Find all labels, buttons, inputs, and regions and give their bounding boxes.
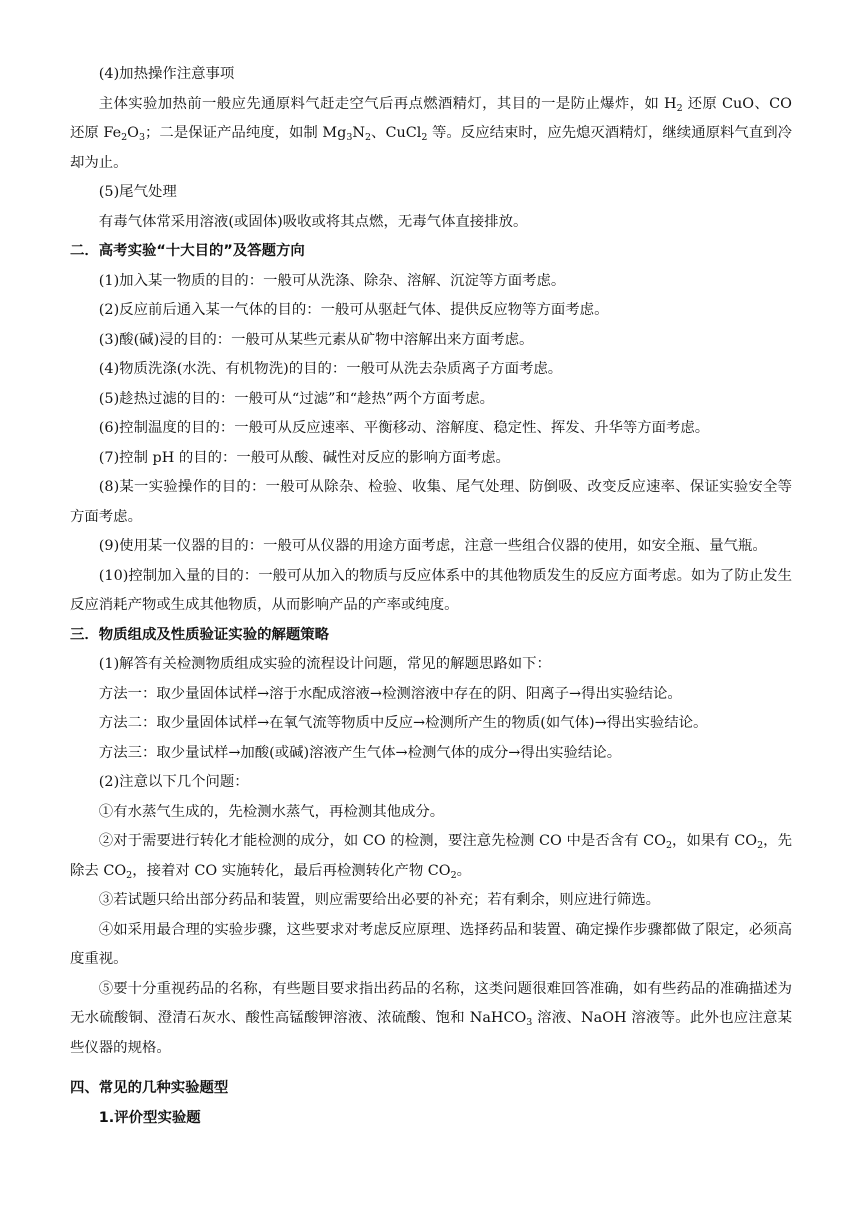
- paragraph-heating-notes: 主体实验加热前一般应先通原料气赶走空气后再点燃酒精灯，其目的一是防止爆炸，如 $H_2$ 还原 CuO、CO 还原 $Fe_2O_3$；二是保证产品纯度，如制 $Mg_3N_2$、CuCl$_2$ 等。反应结束时，应先熄灭酒精灯，继续通原料气直到冷却为止。: [70, 95, 792, 171]
- list-item: (2)反应前后通入某一气体的目的：一般可从驱赶气体、提供反应物等方面考虑。: [98, 302, 609, 318]
- note-item: ③若试题只给出部分药品和装置，则应需要给出必要的补充；若有剩余，则应进行筛选。: [98, 892, 661, 908]
- list-item: (1)解答有关检测物质组成实验的流程设计问题，常见的解题思路如下：: [98, 656, 551, 672]
- list-item: (5)趁热过滤的目的：一般可从“过滤”和“趁热”两个方面考虑。: [98, 390, 494, 407]
- note-item: ⑤要十分重视药品的名称，有些题目要求指出药品的名称，这类问题很难回答准确，如有些药品的准确描述为无水硫酸铜、澄清石灰水、酸性高锰酸钾溶液、浓硫酸、饱和 NaHCO$_3$ 溶液、NaOH 溶液等。此外也应注意某些仪器的规格。: [70, 980, 793, 1056]
- note-item: ①有水蒸气生成的，先检测水蒸气，再检测其他成分。: [98, 803, 445, 820]
- list-item: (10)控制加入量的目的：一般可从加入的物质与反应体系中的其他物质发生的反应方面考虑。如为了防止发生反应消耗产物或生成其他物质，从而影响产品的产率或纯度。: [70, 567, 792, 613]
- list-item: (1)加入某一物质的目的：一般可从洗涤、除杂、溶解、沉淀等方面考虑。: [98, 272, 566, 289]
- note-item: ②对于需要进行转化才能检测的成分，如 CO 的检测，要注意先检测 CO 中是否含有 $CO_2$，如果有 $CO_2$，先除去 $CO_2$，接着对 CO 实施转化，最后再检测转化产物 $CO_2$。: [70, 833, 792, 881]
- section-heading-strategy: 三．物质组成及性质验证实验的解题策略: [70, 626, 330, 643]
- method-item: 方法二：取少量固体试样→在氧气流等物质中反应→检测所产生的物质(如气体)→得出实验结论。: [98, 715, 708, 731]
- section-heading-ten-purposes: 二．高考实验“十大目的”及答题方向: [70, 243, 305, 259]
- list-item: (7)控制 pH 的目的：一般可从酸、碱性对反应的影响方面考虑。: [98, 449, 510, 466]
- method-item: 方法一：取少量固体试样→溶于水配成溶液→检测溶液中存在的阴、阳离子→得出实验结论。: [98, 685, 682, 702]
- list-item: (8)某一实验操作的目的：一般可从除杂、检验、收集、尾气处理、防倒吸、改变反应速率、保证实验安全等方面考虑。: [70, 479, 792, 525]
- subsection-title-tail-gas: (5)尾气处理: [98, 184, 177, 200]
- method-item: 方法三：取少量试样→加酸(或碱)溶液产生气体→检测气体的成分→得出实验结论。: [98, 744, 622, 761]
- document-body: [70, 60, 792, 1133]
- section-heading-question-types: 四、常见的几种实验题型: [70, 1080, 229, 1096]
- list-item: (3)酸(碱)浸的目的：一般可从某些元素从矿物中溶解出来方面考虑。: [98, 331, 534, 348]
- note-item: ④如采用最合理的实验步骤，这些要求对考虑反应原理、选择药品和装置、确定操作步骤都做了限定，必须高度重视。: [70, 921, 792, 967]
- subsection-title-heating: (4)加热操作注意事项: [98, 66, 235, 82]
- list-item: (4)物质洗涤(水洗、有机物洗)的目的：一般可从洗去杂质离子方面考虑。: [98, 361, 563, 377]
- list-item: (6)控制温度的目的：一般可从反应速率、平衡移动、溶解度、稳定性、挥发、升华等方面考虑。: [98, 420, 710, 436]
- subsection-heading-evaluation: 1.评价型实验题: [98, 1109, 201, 1126]
- paragraph-tail-gas: 有毒气体常采用溶液(或固体)吸收或将其点燃，无毒气体直接排放。: [98, 213, 528, 230]
- list-item: (2)注意以下几个问题：: [98, 774, 249, 790]
- list-item: (9)使用某一仪器的目的：一般可从仪器的用途方面考虑，注意一些组合仪器的使用，如安全瓶、量气瓶。: [98, 538, 767, 554]
